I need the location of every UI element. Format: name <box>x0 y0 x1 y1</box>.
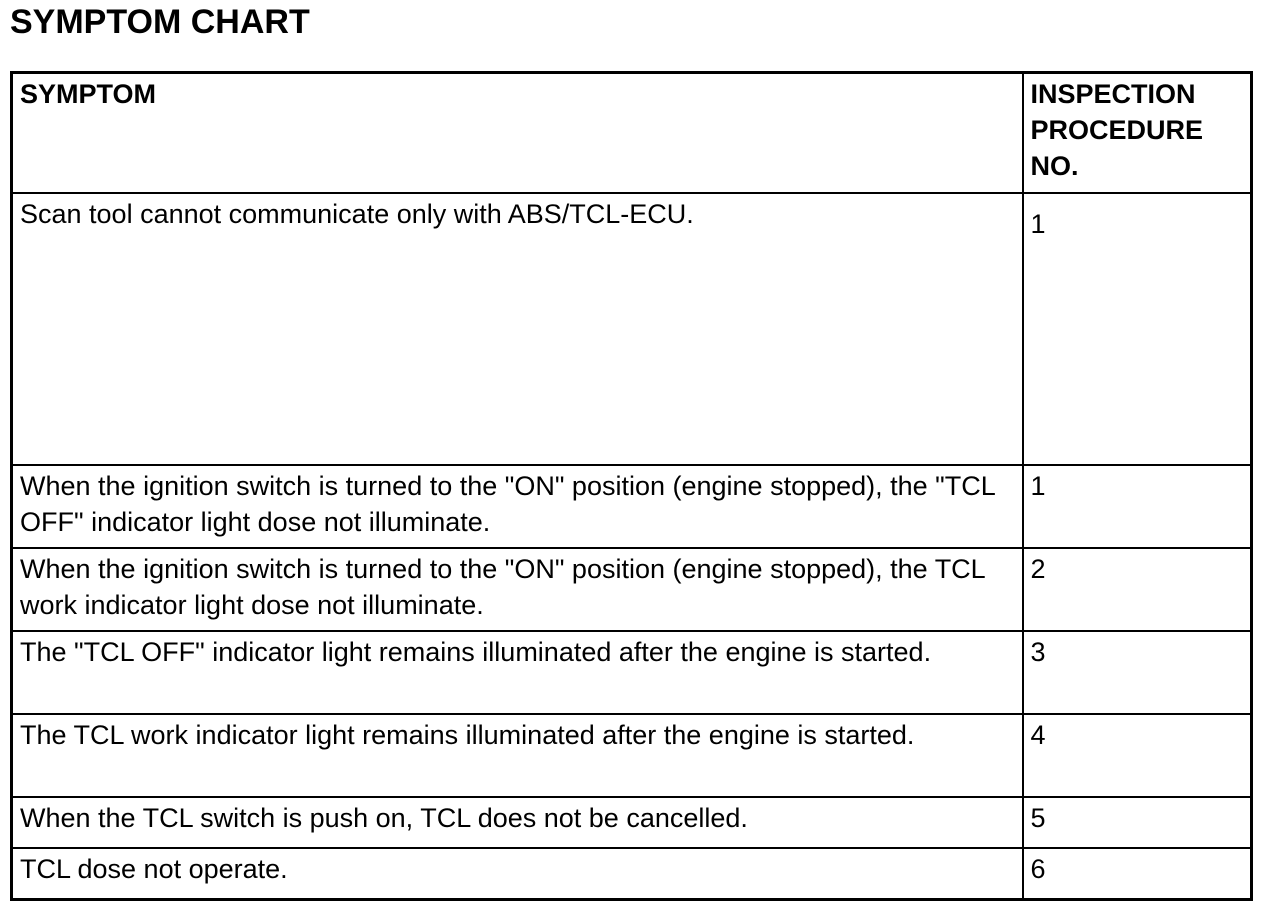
table-row <box>12 193 1252 465</box>
column-header-symptom: SYMPTOM <box>12 73 1023 193</box>
procedure-cell: 4 <box>1023 714 1252 797</box>
procedure-cell: 3 <box>1023 631 1252 714</box>
table-row <box>12 848 1252 900</box>
symptom-cell: When the TCL switch is push on, TCL does not be cancelled. <box>12 797 1023 848</box>
table-header-row <box>12 73 1252 193</box>
symptom-cell: When the ignition switch is turned to the "ON" position (engine stopped), the TCL work indicator light dose not illuminate. <box>12 548 1023 631</box>
table-row <box>12 631 1252 714</box>
symptom-table <box>10 71 1253 901</box>
symptom-cell: When the ignition switch is turned to the "ON" position (engine stopped), the "TCL OFF" indicator light dose not illuminate. <box>12 465 1023 548</box>
table-row <box>12 714 1252 797</box>
procedure-cell: 1 <box>1023 193 1252 465</box>
procedure-cell: 1 <box>1023 465 1252 548</box>
page-title: SYMPTOM CHART <box>10 3 310 41</box>
column-header-procedure: INSPECTION PROCEDURE NO. <box>1023 73 1252 193</box>
procedure-cell: 2 <box>1023 548 1252 631</box>
procedure-cell: 5 <box>1023 797 1252 848</box>
symptom-cell: The TCL work indicator light remains illuminated after the engine is started. <box>12 714 1023 797</box>
procedure-cell: 6 <box>1023 848 1252 900</box>
symptom-cell: The "TCL OFF" indicator light remains illuminated after the engine is started. <box>12 631 1023 714</box>
symptom-cell: TCL dose not operate. <box>12 848 1023 900</box>
table-row <box>12 797 1252 848</box>
symptom-cell: Scan tool cannot communicate only with ABS/TCL-ECU. <box>12 193 1023 465</box>
table-row <box>12 548 1252 631</box>
table-row <box>12 465 1252 548</box>
